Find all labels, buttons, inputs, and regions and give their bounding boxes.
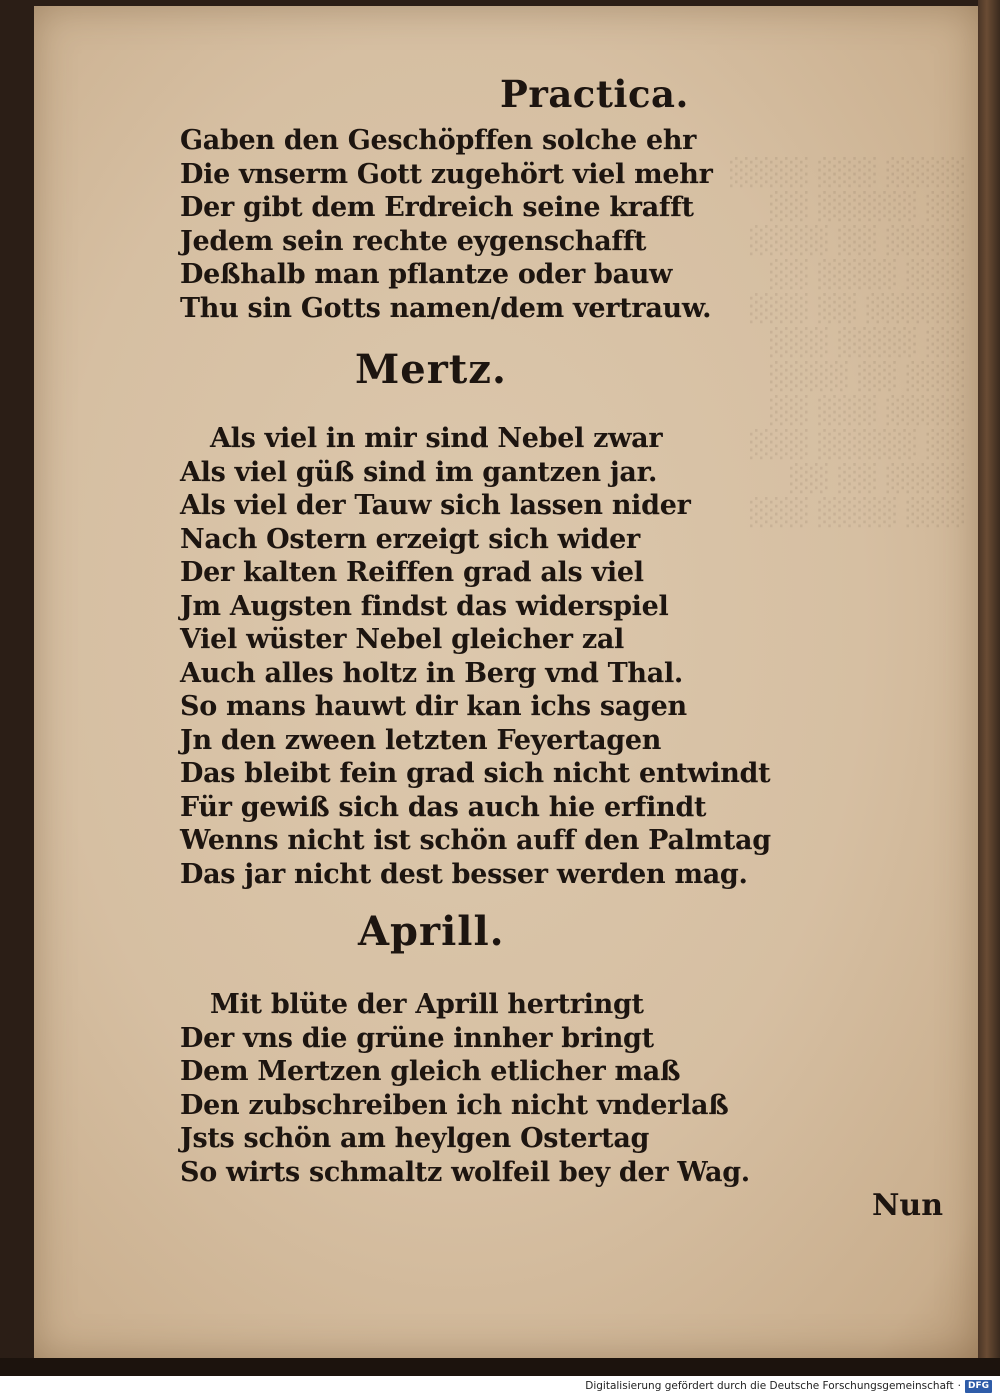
verse-line: Jedem sein rechte eygenschafft	[180, 225, 647, 257]
show-through-texture: ░░░░ ░░░ ░░░░ ░░ ░░░░░ ░░ ░░░░ ░░ ░░░░ ░░░ ░░░░ ░░ ░░░░░ ░░ ░░░ ░░ ░░░░ ░░░ ░░░ ░░ ░░░░ ░░░░ ░░░ ░░ ░░ ░░░░░ ░░░ ░░░░ ░░ ░░ ░░░ ░░░░ ░░░	[727, 158, 964, 528]
verse-line: Auch alles holtz in Berg vnd Thal.	[180, 657, 683, 689]
verse-line: So mans hauwt dir kan ichs sagen	[180, 691, 687, 722]
verse-line: Das bleibt fein grad sich nicht entwindt	[180, 758, 771, 789]
verse-block-aprill	[180, 988, 750, 1189]
verse-block-mertz	[180, 422, 771, 891]
verse-line: Jn den zween letzten Feyertagen	[180, 724, 662, 756]
verse-line: Den zubschreiben ich nicht vnderlaß	[180, 1089, 729, 1121]
verse-line: Wenns nicht ist schön auff den Palmtag	[180, 825, 771, 856]
verse-line: Nach Ostern erzeigt sich wider	[180, 523, 640, 555]
verse-line: Der vns die grüne innher bringt	[180, 1022, 654, 1054]
verse-line: So wirts schmaltz wolfeil bey der Wag.	[180, 1156, 750, 1188]
catchword: Nun	[872, 1188, 944, 1223]
footer-credit	[585, 1378, 992, 1394]
verse-line: Jm Augsten findst das widerspiel	[180, 590, 669, 622]
verse-line: Der gibt dem Erdreich seine krafft	[180, 192, 694, 223]
verse-line: Die vnserm Gott zugehört viel mehr	[180, 158, 713, 190]
verse-line: Thu sin Gotts namen/dem vertrauw.	[180, 292, 712, 324]
verse-line: Deßhalb man pflantze oder bauw	[180, 259, 673, 290]
verse-line: Jsts schön am heylgen Ostertag	[180, 1123, 650, 1154]
verse-line: Als viel der Tauw sich lassen nider	[180, 490, 691, 521]
footer-separator: ·	[957, 1380, 961, 1392]
verse-block-intro	[180, 124, 740, 325]
scan-edge-right	[978, 0, 1000, 1376]
section-heading-mertz: Mertz.	[355, 346, 507, 393]
paper-page	[34, 6, 978, 1358]
section-heading-aprill: Aprill.	[358, 908, 505, 955]
verse-line: Als viel in mir sind Nebel zwar	[210, 423, 663, 454]
verse-line: Als viel güß sind im gantzen jar.	[180, 456, 658, 488]
verse-line: Für gewiß sich das auch hie erfindt	[180, 791, 707, 823]
verse-line: Gaben den Geschöpffen solche ehr	[180, 125, 697, 156]
verse-line: Das jar nicht dest besser werden mag.	[180, 858, 748, 890]
running-head: Practica.	[500, 72, 689, 116]
verse-line: Dem Mertzen gleich etlicher maß	[180, 1056, 681, 1087]
dfg-logo-icon: DFG	[965, 1380, 992, 1393]
verse-line: Mit blüte der Aprill hertringt	[210, 989, 644, 1020]
footer-credit-text: Digitalisierung gefördert durch die Deutsche Forschungsgemeinschaft	[585, 1380, 954, 1392]
scan-edge-bottom	[0, 1358, 1000, 1376]
verse-line: Der kalten Reiffen grad als viel	[180, 557, 644, 588]
verse-line: Viel wüster Nebel gleicher zal	[180, 624, 625, 655]
